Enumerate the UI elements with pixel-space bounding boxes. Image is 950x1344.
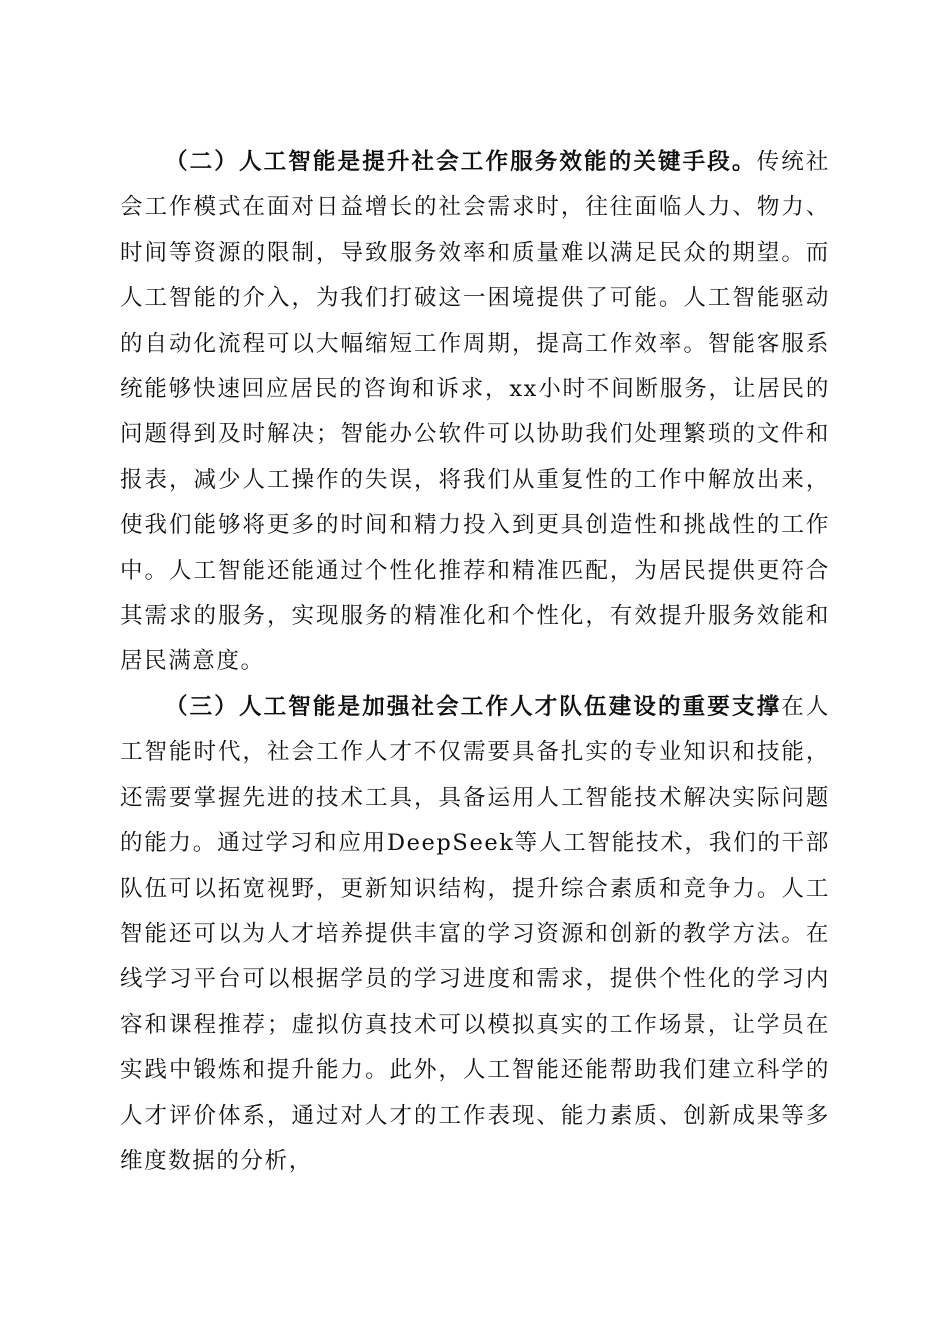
paragraph-heading: （三）人工智能是加强社会工作人才队伍建设的重要支撑 (165, 693, 782, 720)
paragraph-ai-service-efficiency (120, 140, 830, 685)
paragraph-body: 传统社会工作模式在面对日益增长的社会需求时，往往面临人力、物力、时间等资源的限制，导致服务效率和质量难以满足民众的期望。而人工智能的介入，为我们打破这一困境提供了可能。人工智能驱动的自动化流程可以大幅缩短工作周期，提高工作效率。智能客服系统能够快速回应居民的咨询和诉求，xx小时不间断服务，让居民的问题得到及时解决；智能办公软件可以协助我们处理繁琐的文件和报表，减少人工操作的失误，将我们从重复性的工作中解放出来，使我们能够将更多的时间和精力投入到更具创造性和挑战性的工作中。人工智能还能通过个性化推荐和精准匹配，为居民提供更符合其需求的服务，实现服务的精准化和个性化，有效提升服务效能和居民满意度。 (120, 149, 830, 675)
paragraph-body: 在人工智能时代，社会工作人才不仅需要具备扎实的专业知识和技能，还需要掌握先进的技术工具，具备运用人工智能技术解决实际问题的能力。通过学习和应用DeepSeek等人工智能技术，我们的干部队伍可以拓宽视野，更新知识结构，提升综合素质和竞争力。人工智能还可以为人才培养提供丰富的学习资源和创新的教学方法。在线学习平台可以根据学员的学习进度和需求，提供个性化的学习内容和课程推荐；虚拟仿真技术可以模拟真实的工作场景，让学员在实践中锻炼和提升能力。此外，人工智能还能帮助我们建立科学的人才评价体系，通过对人才的工作表现、能力素质、创新成果等多维度数据的分析， (120, 693, 830, 1174)
paragraph-ai-talent-building (120, 685, 830, 1184)
paragraph-heading: （二）人工智能是提升社会工作服务效能的关键手段。 (165, 149, 757, 175)
document-body (120, 140, 830, 1184)
